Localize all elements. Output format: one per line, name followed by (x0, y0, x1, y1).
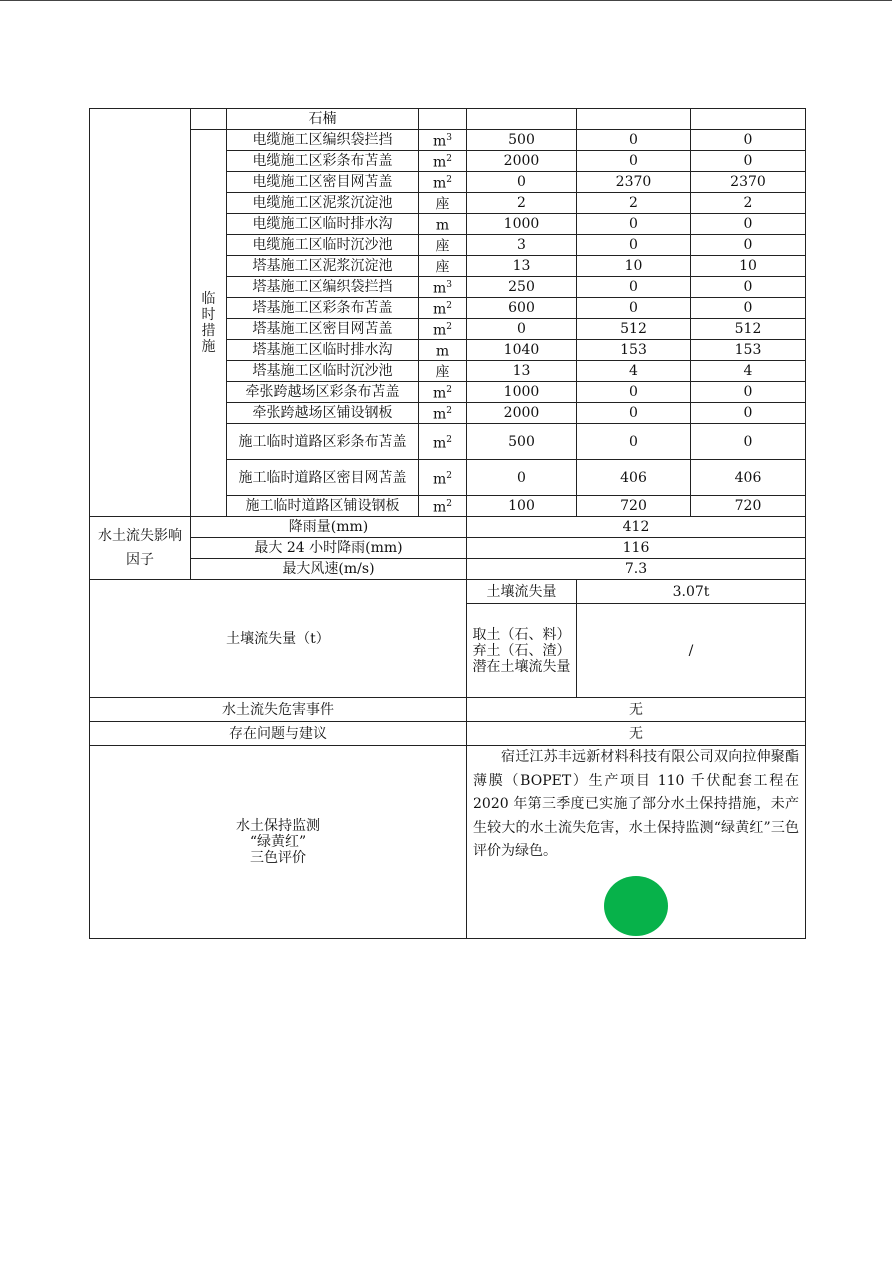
cumulative-quantity: 2 (691, 193, 806, 214)
factor-row (90, 538, 806, 559)
unit-base: m (432, 301, 447, 318)
designed-quantity: 1040 (467, 340, 577, 361)
cumulative-quantity: 0 (691, 151, 806, 172)
designed-quantity: 1000 (467, 214, 577, 235)
cumulative-quantity: 4 (691, 361, 806, 382)
subsection-blank-cell (191, 109, 227, 130)
cumulative-quantity: 0 (691, 277, 806, 298)
soil-loss-label: 土壤流失量（t） (90, 580, 467, 698)
measure-name: 电缆施工区彩条布苫盖 (227, 151, 419, 172)
cumulative-quantity: 0 (691, 130, 806, 151)
unit-exponent: 2 (446, 175, 452, 186)
designed-quantity: 1000 (467, 382, 577, 403)
unit-base: m (435, 343, 450, 360)
table-row (90, 109, 806, 130)
cumulative-quantity: 512 (691, 319, 806, 340)
hazard-value: 无 (467, 698, 806, 722)
period-quantity: 720 (577, 496, 691, 517)
measure-name: 施工临时道路区彩条布苫盖 (227, 424, 419, 460)
measure-name: 电缆施工区密目网苫盖 (227, 172, 419, 193)
measure-name: 电缆施工区编织袋拦挡 (227, 130, 419, 151)
designed-quantity: 500 (467, 130, 577, 151)
designed-quantity: 0 (467, 460, 577, 496)
measure-name: 塔基施工区编织袋拦挡 (227, 277, 419, 298)
designed-quantity: 13 (467, 256, 577, 277)
designed-quantity: 250 (467, 277, 577, 298)
unit-base: m (432, 280, 447, 297)
unit-base: m (432, 471, 447, 488)
period-quantity: 0 (577, 298, 691, 319)
factor-name: 降雨量(mm) (191, 517, 467, 538)
unit-base: m (432, 322, 447, 339)
designed-quantity: 0 (467, 319, 577, 340)
unit-cell (419, 172, 467, 193)
measure-name: 施工临时道路区铺设钢板 (227, 496, 419, 517)
unit-cell (419, 460, 467, 496)
unit-base: 座 (435, 364, 450, 381)
factor-row (90, 517, 806, 538)
unit-exponent: 2 (446, 470, 452, 481)
measure-name: 施工临时道路区密目网苫盖 (227, 460, 419, 496)
measure-name: 石楠 (227, 109, 419, 130)
measure-name: 牵张跨越场区彩条布苫盖 (227, 382, 419, 403)
cumulative-quantity: 2370 (691, 172, 806, 193)
period-quantity: 4 (577, 361, 691, 382)
soil-loss-amount-label: 土壤流失量 (467, 580, 577, 604)
period-quantity: 0 (577, 424, 691, 460)
unit-exponent: 3 (446, 280, 452, 291)
unit-exponent: 2 (446, 385, 452, 396)
cumulative-quantity: 153 (691, 340, 806, 361)
unit-base: m (432, 435, 447, 452)
designed-quantity: 0 (467, 172, 577, 193)
unit-base: m (432, 499, 447, 516)
factor-value: 7.3 (467, 559, 806, 580)
potential-soil-loss-value: / (577, 604, 806, 698)
cumulative-quantity: 0 (691, 214, 806, 235)
measure-name: 电缆施工区泥浆沉淀池 (227, 193, 419, 214)
soil-loss-amount-value: 3.07t (577, 580, 806, 604)
issues-row (90, 722, 806, 746)
designed-quantity: 2 (467, 193, 577, 214)
unit-cell (419, 319, 467, 340)
unit-cell (419, 298, 467, 319)
factor-value: 412 (467, 517, 806, 538)
page-top-border (0, 0, 892, 1)
unit-cell (419, 151, 467, 172)
unit-base: 座 (435, 196, 450, 213)
cumulative-quantity: 0 (691, 382, 806, 403)
unit-cell (419, 340, 467, 361)
hazard-row (90, 698, 806, 722)
measure-name: 塔基施工区密目网苫盖 (227, 319, 419, 340)
evaluation-summary: 宿迁江苏丰远新材料科技有限公司双向拉伸聚酯薄膜（BOPET）生产项目 110 千伏配套工程在 2020 年第三季度已实施了部分水土保持措施，未产生较大的水土流失危害，水土保持监测“绿黄红”三色评价为绿色。 (473, 749, 799, 859)
factors-label: 水土流失影响因子 (90, 517, 191, 580)
measure-name: 塔基施工区泥浆沉淀池 (227, 256, 419, 277)
issues-value: 无 (467, 722, 806, 746)
monitoring-report-table (89, 108, 806, 939)
unit-cell (419, 214, 467, 235)
cumulative-quantity: 0 (691, 424, 806, 460)
unit-base: m (432, 385, 447, 402)
designed-quantity: 500 (467, 424, 577, 460)
unit-cell (419, 424, 467, 460)
soil-loss-row (90, 580, 806, 604)
period-quantity: 0 (577, 403, 691, 424)
evaluation-label (90, 746, 467, 939)
evaluation-summary-cell (467, 746, 806, 939)
period-quantity: 0 (577, 382, 691, 403)
unit-base: m (432, 406, 447, 423)
cumulative-quantity: 720 (691, 496, 806, 517)
hazard-label: 水土流失危害事件 (90, 698, 467, 722)
unit-exponent: 2 (446, 406, 452, 417)
evaluation-row (90, 746, 806, 939)
evaluation-label-line: 水土保持监测 (236, 817, 320, 834)
unit-exponent: 2 (446, 322, 452, 333)
unit-cell (419, 256, 467, 277)
unit-exponent: 2 (446, 499, 452, 510)
unit-base: 座 (435, 259, 450, 276)
measure-name: 牵张跨越场区铺设钢板 (227, 403, 419, 424)
unit-exponent: 2 (446, 301, 452, 312)
unit-cell (419, 109, 467, 130)
designed-quantity: 100 (467, 496, 577, 517)
table-row (90, 130, 806, 151)
designed-quantity: 13 (467, 361, 577, 382)
factor-row (90, 559, 806, 580)
unit-exponent: 2 (446, 154, 452, 165)
cumulative-quantity: 0 (691, 235, 806, 256)
issues-label: 存在问题与建议 (90, 722, 467, 746)
unit-cell (419, 235, 467, 256)
period-quantity: 2 (577, 193, 691, 214)
measure-name: 塔基施工区彩条布苫盖 (227, 298, 419, 319)
period-quantity: 0 (577, 130, 691, 151)
unit-cell (419, 277, 467, 298)
designed-quantity (467, 109, 577, 130)
cumulative-quantity: 10 (691, 256, 806, 277)
unit-cell (419, 496, 467, 517)
cumulative-quantity (691, 109, 806, 130)
unit-base: m (432, 154, 447, 171)
period-quantity: 0 (577, 235, 691, 256)
section-blank-cell (90, 109, 191, 517)
designed-quantity: 600 (467, 298, 577, 319)
evaluation-label-line: 三色评价 (250, 849, 306, 866)
period-quantity: 0 (577, 151, 691, 172)
cumulative-quantity: 406 (691, 460, 806, 496)
period-quantity: 10 (577, 256, 691, 277)
factor-name: 最大风速(m/s) (191, 559, 467, 580)
green-rating-circle-icon (604, 876, 668, 936)
temporary-measures-label: 临时措施 (191, 130, 227, 517)
period-quantity: 0 (577, 277, 691, 298)
cumulative-quantity: 0 (691, 403, 806, 424)
period-quantity: 406 (577, 460, 691, 496)
period-quantity: 0 (577, 214, 691, 235)
potential-soil-loss-label: 取土（石、料）弃土（石、渣）潜在土壤流失量 (467, 604, 577, 698)
unit-cell (419, 382, 467, 403)
unit-cell (419, 130, 467, 151)
designed-quantity: 3 (467, 235, 577, 256)
period-quantity: 153 (577, 340, 691, 361)
period-quantity: 512 (577, 319, 691, 340)
unit-exponent: 3 (446, 133, 452, 144)
factor-value: 116 (467, 538, 806, 559)
measure-name: 塔基施工区临时排水沟 (227, 340, 419, 361)
unit-base: 座 (435, 238, 450, 255)
period-quantity (577, 109, 691, 130)
unit-base: m (435, 217, 450, 234)
period-quantity: 2370 (577, 172, 691, 193)
unit-base: m (432, 175, 447, 192)
unit-base: m (432, 133, 447, 150)
unit-cell (419, 403, 467, 424)
evaluation-label-line: “绿黄红” (249, 833, 307, 850)
unit-exponent: 2 (446, 434, 452, 445)
designed-quantity: 2000 (467, 151, 577, 172)
unit-cell (419, 193, 467, 214)
measure-name: 塔基施工区临时沉沙池 (227, 361, 419, 382)
measure-name: 电缆施工区临时沉沙池 (227, 235, 419, 256)
factor-name: 最大 24 小时降雨(mm) (191, 538, 467, 559)
unit-cell (419, 361, 467, 382)
designed-quantity: 2000 (467, 403, 577, 424)
measure-name: 电缆施工区临时排水沟 (227, 214, 419, 235)
cumulative-quantity: 0 (691, 298, 806, 319)
